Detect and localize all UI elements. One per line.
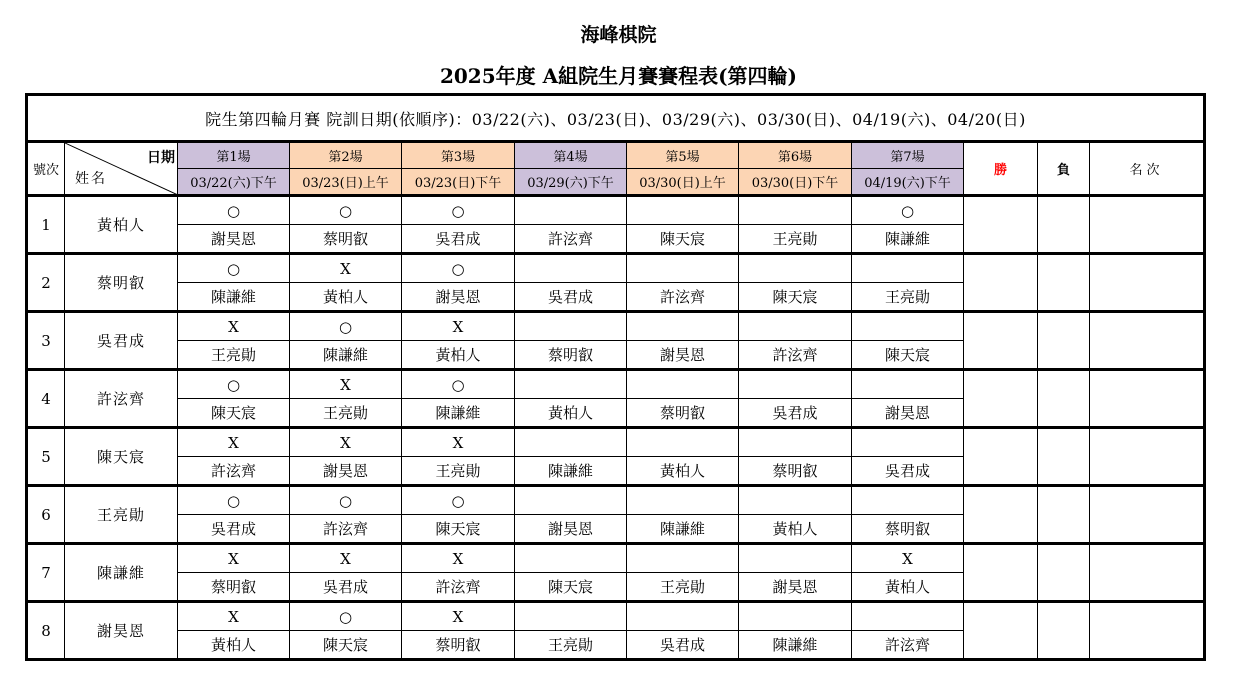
opponent-cell: 陳天宸 — [178, 399, 290, 428]
result-cell — [515, 312, 627, 341]
player-no: 1 — [27, 196, 65, 254]
opponent-cell: 許泫齊 — [178, 457, 290, 486]
rank-cell — [1090, 486, 1205, 544]
player-row — [27, 602, 1205, 631]
result-cell: ○ — [290, 602, 402, 631]
lose-cell — [1038, 196, 1090, 254]
opponent-cell: 吳君成 — [852, 457, 964, 486]
opponent-cell: 許泫齊 — [290, 515, 402, 544]
result-cell — [627, 196, 739, 225]
result-cell — [739, 544, 852, 573]
result-cell: X — [402, 428, 515, 457]
result-cell — [852, 602, 964, 631]
opponent-cell: 陳謙維 — [290, 341, 402, 370]
result-cell: X — [402, 544, 515, 573]
opponent-cell: 陳謙維 — [402, 399, 515, 428]
player-row — [27, 370, 1205, 399]
opponent-cell: 陳天宸 — [402, 515, 515, 544]
win-cell — [964, 544, 1038, 602]
player-no: 4 — [27, 370, 65, 428]
opponent-cell: 許泫齊 — [739, 341, 852, 370]
opponent-cell: 陳謙維 — [739, 631, 852, 660]
result-cell: ○ — [290, 486, 402, 515]
header-rank: 名次 — [1090, 142, 1205, 196]
lose-cell — [1038, 312, 1090, 370]
player-no: 2 — [27, 254, 65, 312]
result-cell — [627, 602, 739, 631]
result-cell — [627, 544, 739, 573]
result-cell: ○ — [402, 486, 515, 515]
player-row — [27, 312, 1205, 341]
result-cell — [515, 370, 627, 399]
result-cell — [515, 486, 627, 515]
player-row — [27, 544, 1205, 573]
result-cell: X — [178, 312, 290, 341]
result-cell — [627, 486, 739, 515]
opponent-cell: 蔡明叡 — [627, 399, 739, 428]
schedule-table — [25, 93, 1206, 661]
opponent-cell: 許泫齊 — [852, 631, 964, 660]
result-cell: X — [178, 428, 290, 457]
player-name: 謝昊恩 — [65, 602, 178, 660]
round-3-label: 第3場 — [402, 142, 515, 169]
result-cell — [627, 312, 739, 341]
result-cell — [739, 602, 852, 631]
round-1-date: 03/22(六)下午 — [178, 169, 290, 196]
result-cell — [739, 486, 852, 515]
result-cell — [852, 428, 964, 457]
result-cell: ○ — [402, 370, 515, 399]
player-no: 7 — [27, 544, 65, 602]
win-cell — [964, 312, 1038, 370]
lose-cell — [1038, 486, 1090, 544]
result-cell: ○ — [402, 196, 515, 225]
opponent-cell: 許泫齊 — [627, 283, 739, 312]
opponent-cell: 吳君成 — [402, 225, 515, 254]
header-diagonal-cell — [65, 142, 178, 196]
result-cell — [515, 196, 627, 225]
player-name: 吳君成 — [65, 312, 178, 370]
win-cell — [964, 486, 1038, 544]
win-cell — [964, 428, 1038, 486]
player-name: 許泫齊 — [65, 370, 178, 428]
win-cell — [964, 602, 1038, 660]
result-cell — [627, 428, 739, 457]
player-no: 6 — [27, 486, 65, 544]
result-cell: X — [290, 254, 402, 283]
result-cell: ○ — [178, 254, 290, 283]
round-4-label: 第4場 — [515, 142, 627, 169]
opponent-cell: 許泫齊 — [402, 573, 515, 602]
header-lose: 負 — [1038, 142, 1090, 196]
opponent-cell: 謝昊恩 — [402, 283, 515, 312]
player-no: 5 — [27, 428, 65, 486]
opponent-cell: 陳天宸 — [739, 283, 852, 312]
opponent-cell: 蔡明叡 — [178, 573, 290, 602]
opponent-cell: 黃柏人 — [515, 399, 627, 428]
opponent-cell: 王亮勛 — [852, 283, 964, 312]
result-cell: ○ — [852, 196, 964, 225]
opponent-cell: 蔡明叡 — [515, 341, 627, 370]
result-cell — [852, 254, 964, 283]
round-6-date: 03/30(日)下午 — [739, 169, 852, 196]
opponent-cell: 謝昊恩 — [178, 225, 290, 254]
opponent-cell: 陳謙維 — [178, 283, 290, 312]
player-name: 蔡明叡 — [65, 254, 178, 312]
result-cell: X — [178, 544, 290, 573]
result-cell — [627, 370, 739, 399]
opponent-cell: 謝昊恩 — [627, 341, 739, 370]
result-cell — [739, 254, 852, 283]
opponent-cell: 黃柏人 — [627, 457, 739, 486]
result-cell — [515, 428, 627, 457]
result-cell — [515, 602, 627, 631]
page-title: 2025年度 A組院生月賽賽程表(第四輪) — [439, 64, 798, 88]
result-cell: X — [402, 602, 515, 631]
result-cell — [739, 196, 852, 225]
org-name: 海峰棋院 — [580, 24, 657, 46]
lose-cell — [1038, 544, 1090, 602]
rank-cell — [1090, 544, 1205, 602]
round-7-label: 第7場 — [852, 142, 964, 169]
lose-cell — [1038, 254, 1090, 312]
rank-cell — [1090, 254, 1205, 312]
player-name: 王亮勛 — [65, 486, 178, 544]
player-row — [27, 428, 1205, 457]
result-cell — [852, 370, 964, 399]
round-4-date: 03/29(六)下午 — [515, 169, 627, 196]
opponent-cell: 黃柏人 — [290, 283, 402, 312]
opponent-cell: 蔡明叡 — [290, 225, 402, 254]
training-dates-info: 院生第四輪月賽 院訓日期(依順序)：03/22(六)、03/23(日)、03/29(六)、03/30(日)、04/19(六)、04/20(日) — [27, 95, 1205, 142]
round-7-date: 04/19(六)下午 — [852, 169, 964, 196]
win-cell — [964, 370, 1038, 428]
header-name-label: 姓名 — [75, 171, 107, 187]
opponent-cell: 吳君成 — [178, 515, 290, 544]
opponent-cell: 陳謙維 — [515, 457, 627, 486]
opponent-cell: 吳君成 — [627, 631, 739, 660]
opponent-cell: 黃柏人 — [178, 631, 290, 660]
win-cell — [964, 254, 1038, 312]
result-cell: ○ — [290, 196, 402, 225]
opponent-cell: 謝昊恩 — [290, 457, 402, 486]
opponent-cell: 陳謙維 — [627, 515, 739, 544]
rank-cell — [1090, 428, 1205, 486]
result-cell — [627, 254, 739, 283]
opponent-cell: 吳君成 — [290, 573, 402, 602]
rank-cell — [1090, 602, 1205, 660]
opponent-cell: 王亮勛 — [178, 341, 290, 370]
player-name: 黃柏人 — [65, 196, 178, 254]
opponent-cell: 王亮勛 — [739, 225, 852, 254]
header-date-label: 日期 — [147, 150, 175, 166]
opponent-cell: 蔡明叡 — [402, 631, 515, 660]
player-row — [27, 254, 1205, 283]
opponent-cell: 吳君成 — [515, 283, 627, 312]
opponent-cell: 黃柏人 — [739, 515, 852, 544]
opponent-cell: 王亮勛 — [515, 631, 627, 660]
opponent-cell: 陳天宸 — [515, 573, 627, 602]
opponent-cell: 謝昊恩 — [852, 399, 964, 428]
opponent-cell: 王亮勛 — [627, 573, 739, 602]
opponent-cell: 蔡明叡 — [852, 515, 964, 544]
result-cell: ○ — [402, 254, 515, 283]
opponent-cell: 陳天宸 — [852, 341, 964, 370]
player-name: 陳天宸 — [65, 428, 178, 486]
result-cell — [739, 370, 852, 399]
round-5-date: 03/30(日)上午 — [627, 169, 739, 196]
lose-cell — [1038, 370, 1090, 428]
result-cell: X — [852, 544, 964, 573]
round-3-date: 03/23(日)下午 — [402, 169, 515, 196]
result-cell — [739, 428, 852, 457]
opponent-cell: 王亮勛 — [290, 399, 402, 428]
opponent-cell: 陳天宸 — [290, 631, 402, 660]
result-cell: X — [290, 428, 402, 457]
result-cell — [852, 312, 964, 341]
opponent-cell: 蔡明叡 — [739, 457, 852, 486]
opponent-cell: 吳君成 — [739, 399, 852, 428]
result-cell — [739, 312, 852, 341]
round-6-label: 第6場 — [739, 142, 852, 169]
rank-cell — [1090, 196, 1205, 254]
player-no: 3 — [27, 312, 65, 370]
round-1-label: 第1場 — [178, 142, 290, 169]
player-no: 8 — [27, 602, 65, 660]
player-name: 陳謙維 — [65, 544, 178, 602]
player-row — [27, 196, 1205, 225]
round-2-date: 03/23(日)上午 — [290, 169, 402, 196]
header-no: 號次 — [27, 142, 65, 196]
result-cell: ○ — [178, 196, 290, 225]
result-cell: ○ — [178, 486, 290, 515]
result-cell: X — [178, 602, 290, 631]
result-cell — [515, 254, 627, 283]
result-cell: X — [290, 544, 402, 573]
opponent-cell: 陳謙維 — [852, 225, 964, 254]
result-cell: X — [402, 312, 515, 341]
opponent-cell: 謝昊恩 — [515, 515, 627, 544]
result-cell: X — [290, 370, 402, 399]
opponent-cell: 王亮勛 — [402, 457, 515, 486]
opponent-cell: 許泫齊 — [515, 225, 627, 254]
player-row — [27, 486, 1205, 515]
opponent-cell: 謝昊恩 — [739, 573, 852, 602]
opponent-cell: 黃柏人 — [402, 341, 515, 370]
rank-cell — [1090, 370, 1205, 428]
lose-cell — [1038, 602, 1090, 660]
lose-cell — [1038, 428, 1090, 486]
round-2-label: 第2場 — [290, 142, 402, 169]
result-cell — [515, 544, 627, 573]
round-5-label: 第5場 — [627, 142, 739, 169]
result-cell — [852, 486, 964, 515]
result-cell: ○ — [178, 370, 290, 399]
win-cell — [964, 196, 1038, 254]
header-win: 勝 — [964, 142, 1038, 196]
opponent-cell: 黃柏人 — [852, 573, 964, 602]
result-cell: ○ — [290, 312, 402, 341]
rank-cell — [1090, 312, 1205, 370]
opponent-cell: 陳天宸 — [627, 225, 739, 254]
